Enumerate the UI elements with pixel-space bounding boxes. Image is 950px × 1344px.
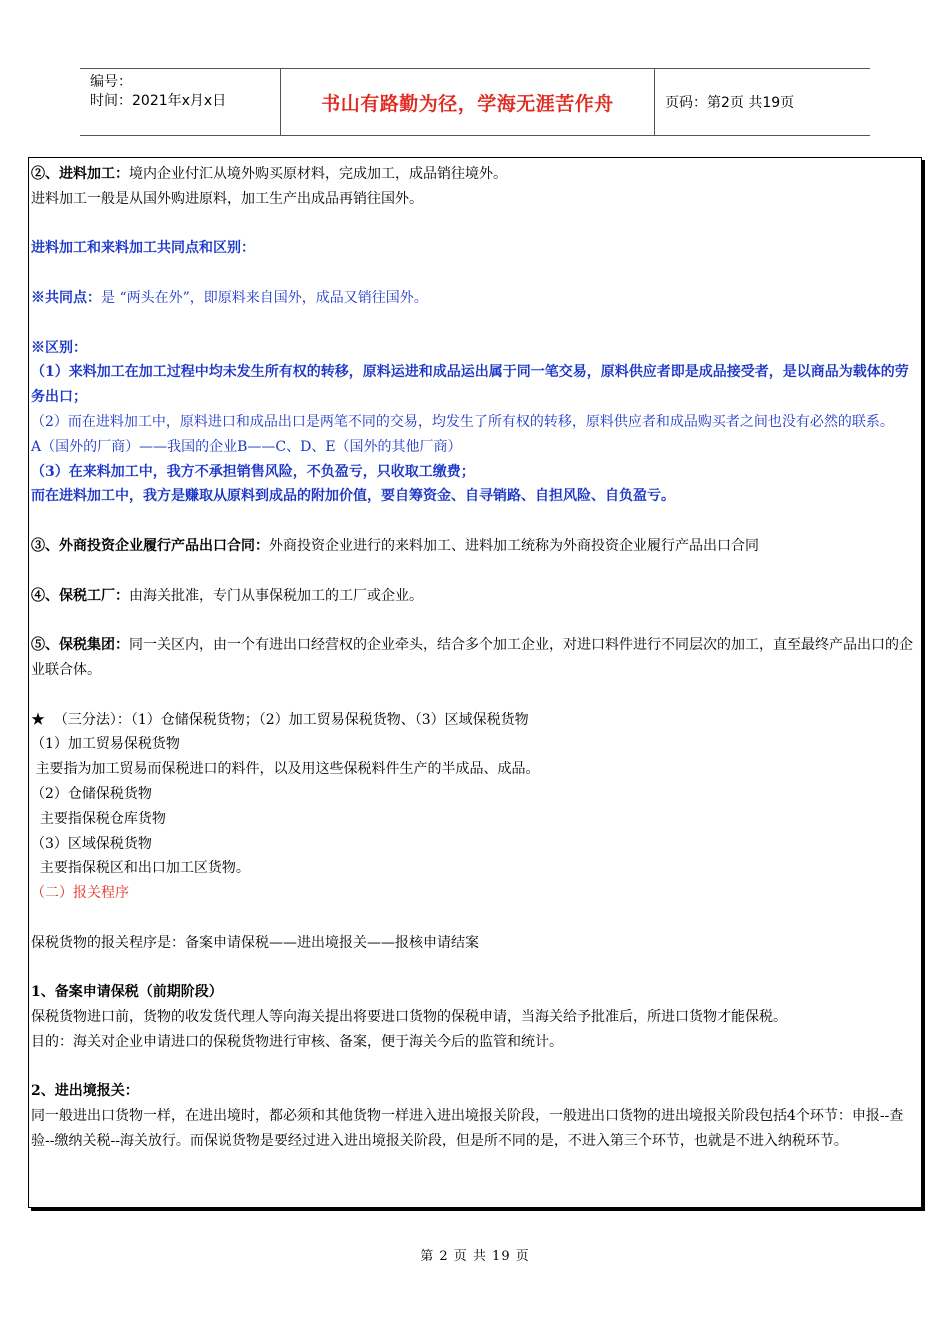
paragraph-bonded-factory: ④、保税工厂：由海关批准，专门从事保税加工的工厂或企业。 (31, 587, 423, 604)
list-item-detail: 主要指保税区和出口加工区货物。 (31, 860, 250, 877)
section-heading-procedure: （二）报关程序 (31, 885, 129, 902)
blank-line (31, 608, 919, 633)
blank-line (31, 559, 919, 584)
list-item: （2）仓储保税货物 (31, 785, 152, 802)
blank-line (31, 212, 919, 237)
list-item: （1）加工贸易保税货物 (31, 736, 180, 753)
page-footer: 第 2 页 共 19 页 (420, 1249, 530, 1264)
content-box (28, 157, 922, 1208)
section-heading-comparison: 进料加工和来料加工共同点和区别： (31, 240, 255, 257)
step-heading-1: 1、备案申请保税（前期阶段） (31, 984, 223, 1001)
paragraph-common-points: ※共同点：是 “两头在外”，即原料来自国外，成品又销往国外。 (31, 289, 428, 306)
list-item-detail: 主要指为加工贸易而保税进口的料件，以及用这些保税料件生产的半成品、成品。 (31, 761, 540, 778)
blank-line (31, 683, 919, 708)
difference-item-1: （1）来料加工在加工过程中均未发生所有权的转移，原料运进和成品运出属于同一笔交易，原料供应者即是成品接受者，是以商品为载体的劳务出口； (31, 364, 909, 406)
list-item: （3）区域保税货物 (31, 835, 152, 852)
paragraph: 保税货物进口前，货物的收发货代理人等向海关提出将要进口货物的保税申请，当海关给予批准后，所进口货物才能保税。 (31, 1009, 787, 1026)
paragraph-bonded-group: ⑤、保税集团：同一关区内，由一个有进出口经营权的企业牵头，结合多个加工企业，对进口料件进行不同层次的加工，直至最终产品出口的企业联合体。 (31, 637, 913, 678)
header-page-number: 页码：第2页 共19页 (665, 95, 795, 111)
paragraph: 目的：海关对企业申请进口的保税货物进行审核、备案，便于海关今后的监管和统计。 (31, 1033, 563, 1050)
paragraph: 同一般进出口货物一样，在进出境时，都必须和其他货物一样进入进出境报关阶段，一般进出口货物的进出境报关阶段包括4个环节：申报--查验--缴纳关税--海关放行。而保说货物是要经过进入进出境报关阶段，但是所不同的是，不进入第三个环节，也就是不进入纳税环节。 (31, 1108, 904, 1150)
blank-line (31, 1055, 919, 1080)
blank-line (31, 509, 919, 534)
paragraph-foreign-invested: ③、外商投资企业履行产品出口合同：外商投资企业进行的来料加工、进料加工统称为外商投资企业履行产品出口合同 (31, 537, 759, 554)
star-icon: ★ (31, 711, 45, 728)
difference-item-3-cont: 而在进料加工中，我方是赚取从原料到成品的附加价值，要自筹资金、自寻销路、自担风险、自负盈亏。 (31, 488, 675, 505)
paragraph-procedure: 保税货物的报关程序是：备案申请保税——进出境报关——报核申请结案 (31, 934, 479, 951)
paragraph-processing-imported: ②、进料加工：境内企业付汇从境外购买原材料，完成加工，成品销往境外。 (31, 166, 507, 182)
difference-example: A（国外的厂商）——我国的企业B——C、D、E（国外的其他厂商） (31, 438, 462, 455)
blank-line (31, 311, 919, 336)
document-number: 编号： (90, 74, 132, 90)
blank-line (31, 261, 919, 286)
paragraph: 进料加工一般是从国外购进原料，加工生产出成品再销往国外。 (31, 190, 423, 207)
header-motto: 书山有路勤为径，学海无涯苦作舟 (281, 69, 655, 135)
subheading-differences: ※区别： (31, 339, 87, 356)
term-label: ②、进料加工： (31, 166, 129, 182)
step-heading-2: 2、进出境报关： (31, 1083, 139, 1100)
blank-line (31, 906, 919, 931)
page-header (80, 68, 870, 136)
blank-line (31, 956, 919, 981)
paragraph-three-categories: ★ （三分法）：（1）仓储保税货物；（2）加工贸易保税货物、（3）区域保税货物 (31, 711, 529, 728)
difference-item-2: （2）而在进料加工中，原料进口和成品出口是两笔不同的交易，均发生了所有权的转移，原料供应者和成品购买者之间也没有必然的联系。 (31, 413, 894, 430)
difference-item-3: （3）在来料加工中，我方不承担销售风险，不负盈亏，只收取工缴费； (31, 463, 475, 480)
header-info (80, 69, 281, 135)
document-date: 时间：2021年x月x日 (90, 93, 227, 109)
list-item-detail: 主要指保税仓库货物 (31, 810, 166, 827)
